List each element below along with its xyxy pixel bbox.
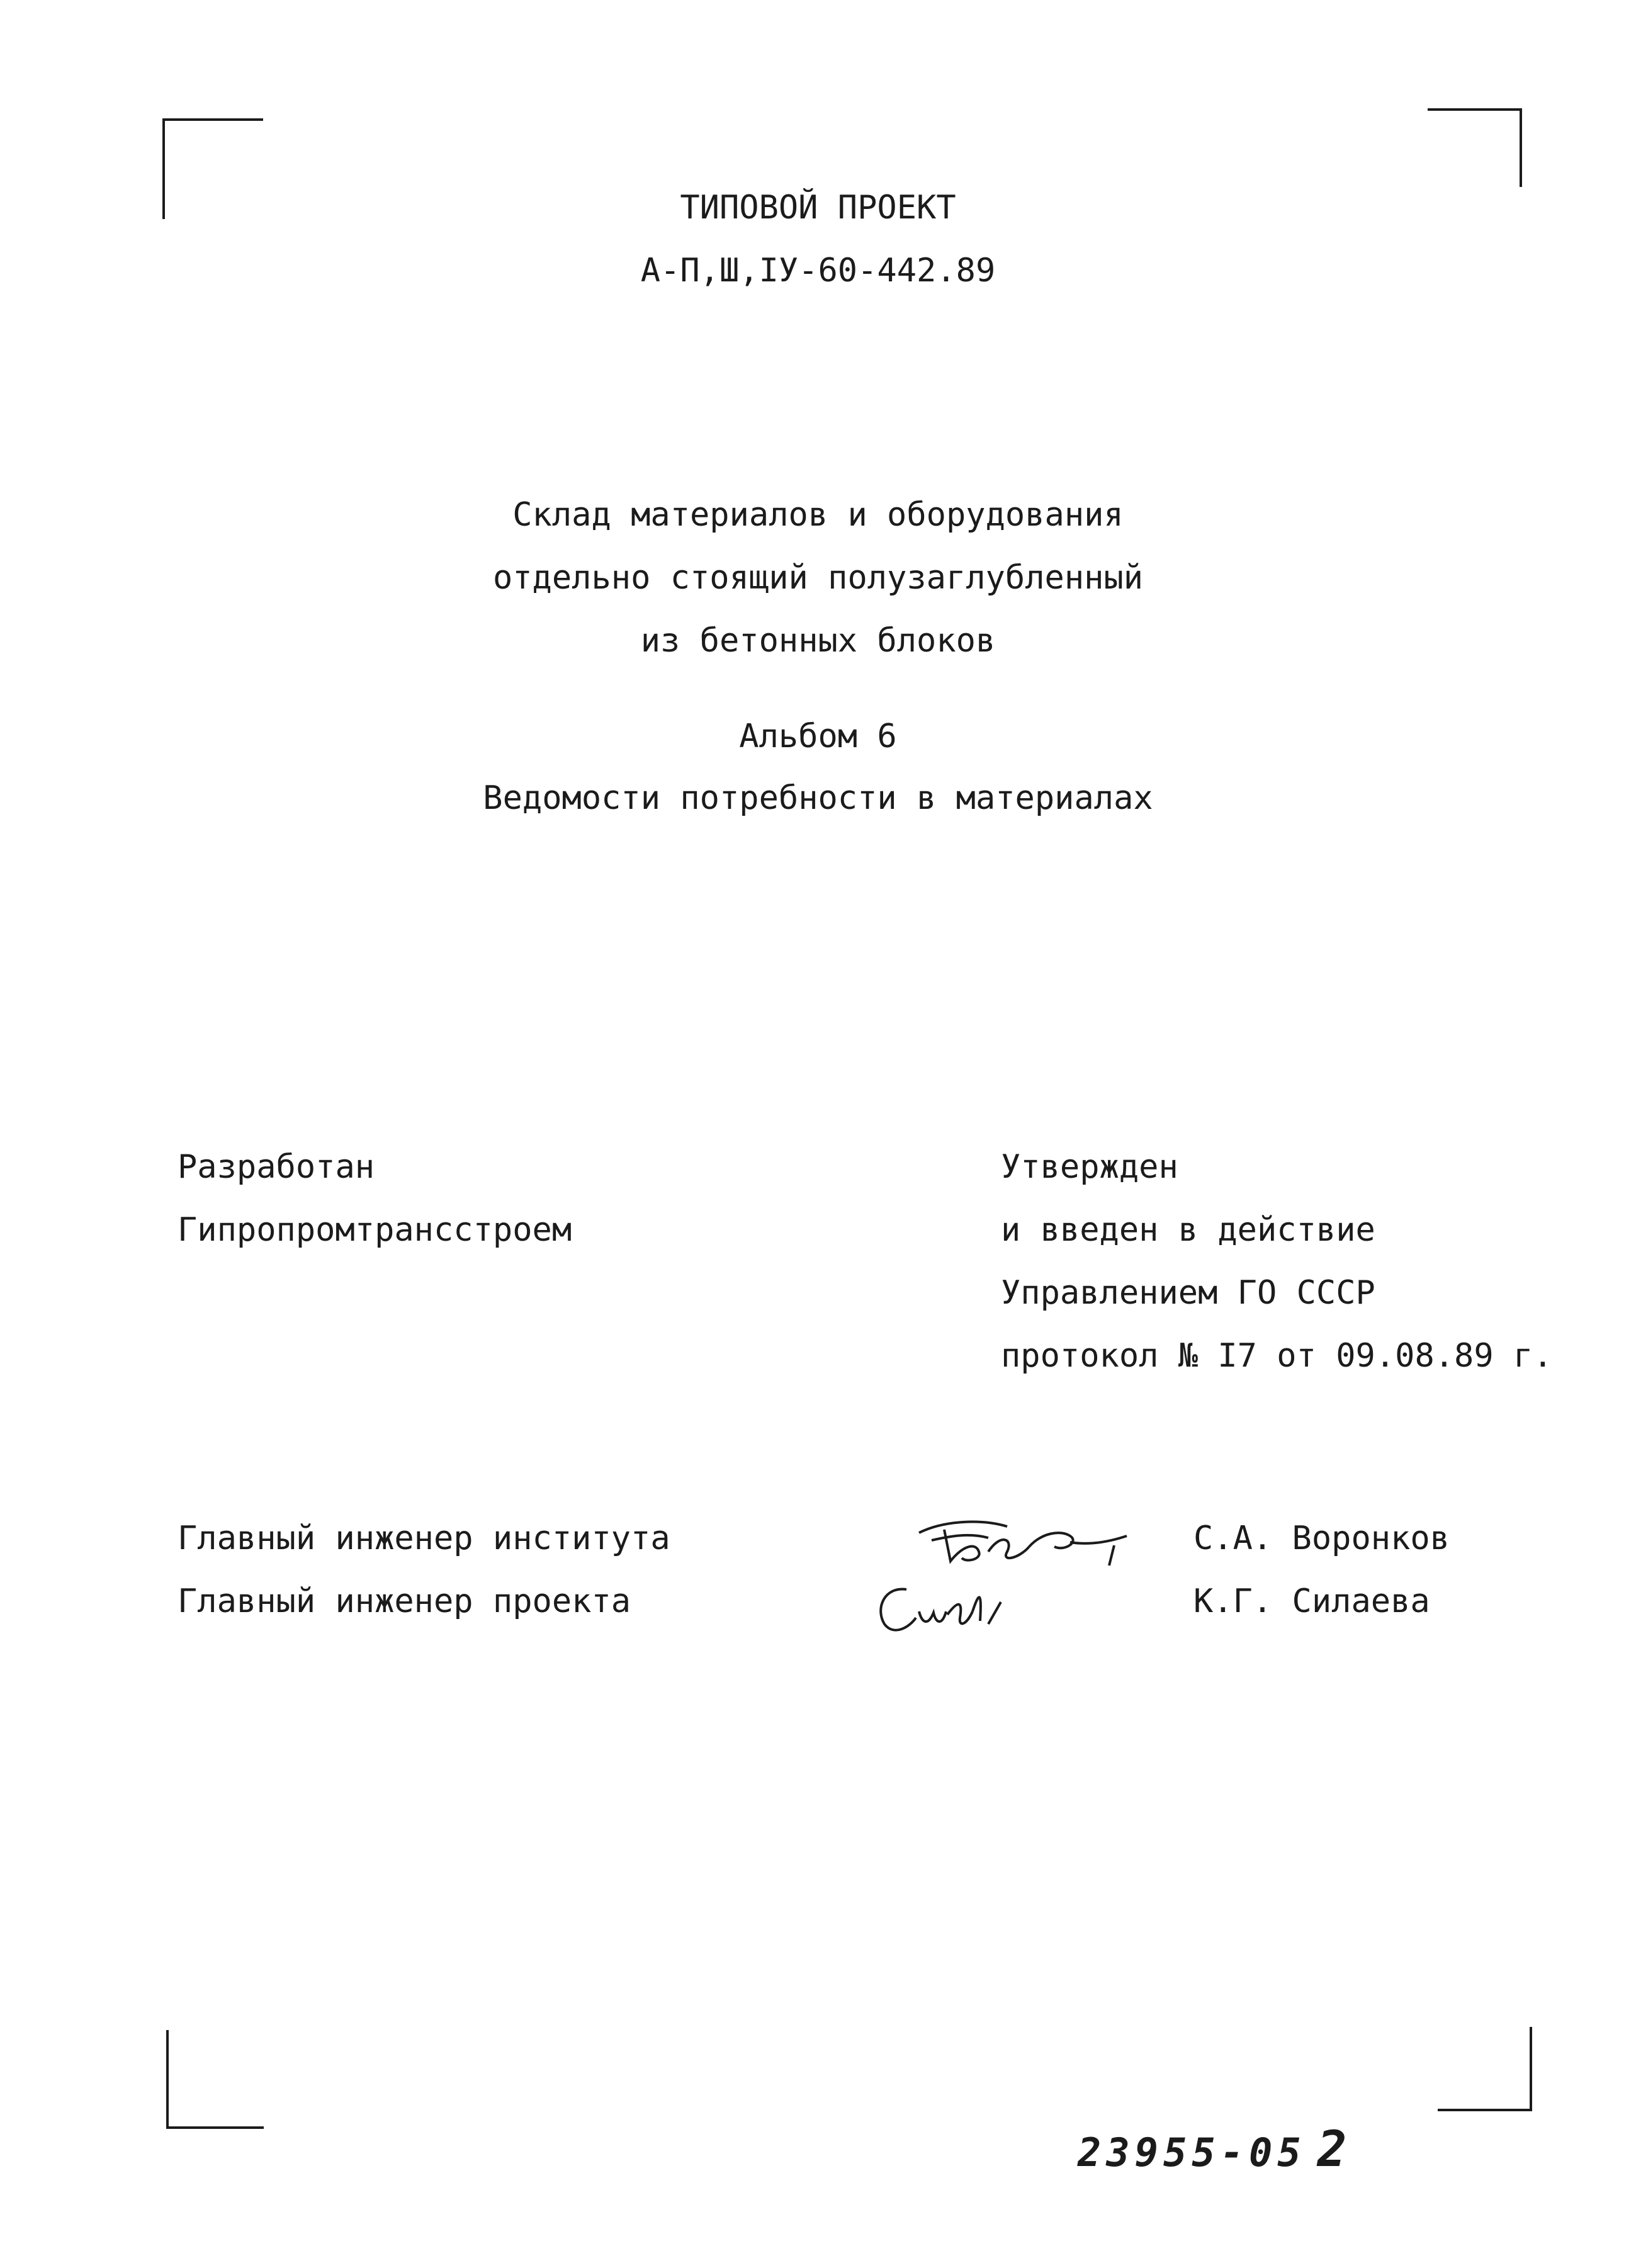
corner-mark-bottom-right [1438,2109,1532,2111]
corner-mark-bottom-left [166,2030,169,2129]
archive-stamp [1078,2121,1352,2178]
corner-mark-top-right [1520,108,1522,187]
corner-mark-bottom-left [166,2126,264,2129]
subject-line-2: отдельно стоящий полузаглубленный [492,559,1144,597]
corner-mark-bottom-right [1530,2027,1532,2111]
signature-chief-engineer-institute [906,1508,1146,1577]
signature-chief-engineer-project [872,1574,1023,1643]
stamp-number: 23955-05 [1078,2130,1306,2175]
approved-line-2: и введен в действие [1001,1211,1375,1249]
subject-line-1: Склад материалов и оборудования [512,496,1124,534]
signatory-name: С.А. Воронков [1193,1520,1450,1557]
subject-line-3: из бетонных блоков [640,622,996,660]
corner-mark-top-right [1428,108,1522,111]
document-title: ТИПОВОЙ ПРОЕКТ [680,189,956,227]
signatory-role: Главный инженер проекта [178,1583,631,1620]
approved-line-1: Утвержден [1001,1148,1178,1186]
project-code: А-П,Ш,IУ-60-442.89 [640,252,996,290]
stamp-sheet: 2 [1317,2121,1352,2178]
album-number: Альбом 6 [739,718,897,755]
corner-mark-top-left [162,118,263,121]
developed-by: Гипропромтрансстроем [178,1211,572,1249]
signatory-name: К.Г. Силаева [1193,1583,1430,1620]
approved-line-3: Управлением ГО СССР [1001,1274,1375,1312]
approved-line-4: протокол № I7 от 09.08.89 г. [1001,1337,1553,1375]
album-name: Ведомости потребности в материалах [483,779,1153,817]
signatory-role: Главный инженер института [178,1520,670,1557]
developed-label: Разработан [178,1148,375,1186]
